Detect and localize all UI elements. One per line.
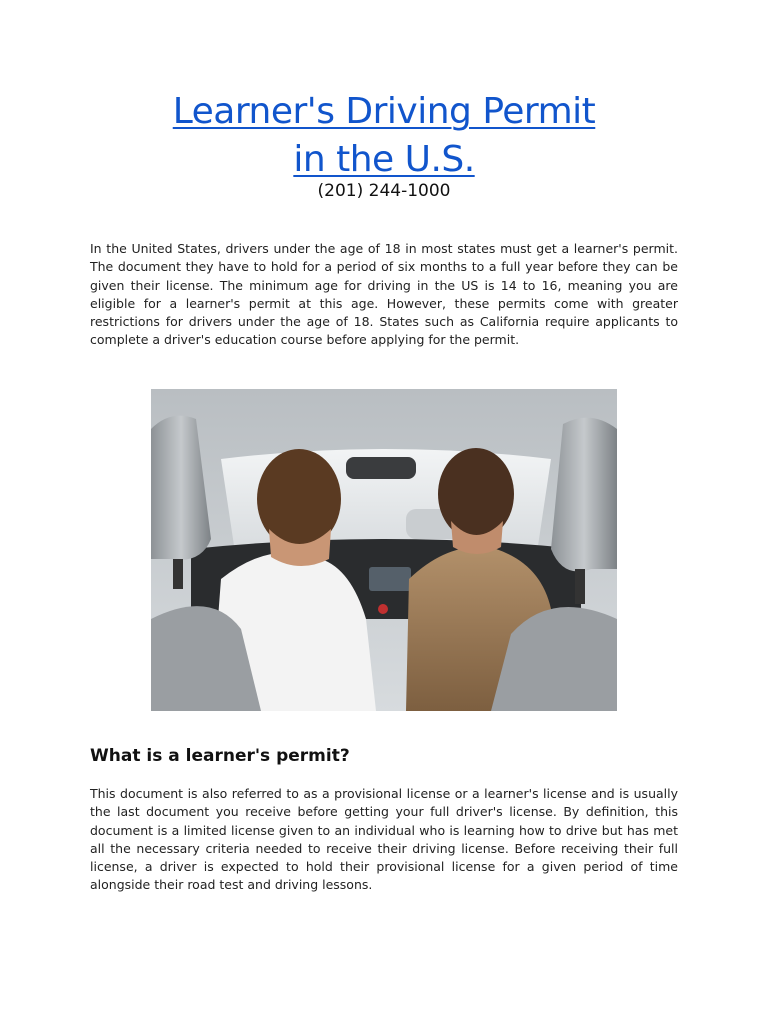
title-line-2[interactable]: in the U.S.	[293, 139, 475, 180]
section-paragraph: This document is also referred to as a provisional license or a learner's license and is usually the last document you receive before getting your full driver's license. By definition, this document is a limited license given to an individual who is learning how to drive but has met all the necessary criteria needed to receive their driving license. Before receiving their full license, a driver is expected to hold their provisional license for a given period of time alongside their road test and driving lessons.	[90, 786, 678, 893]
section-heading: What is a learner's permit?	[90, 746, 350, 766]
intro-paragraph: In the United States, drivers under the age of 18 in most states must get a learner's permit. The document they have to hold for a period of six months to a full year before they can be given their license. The minimum age for driving in the US is 14 to 16, meaning you are eligible for a learner's permit at this age. However, these permits come with greater restrictions for drivers under the age of 18. States such as California require applicants to complete a driver's education course before applying for the permit.	[90, 241, 678, 348]
car-interior-photo	[151, 389, 617, 711]
phone-number: (201) 244-1000	[317, 181, 451, 201]
title-line-1[interactable]: Learner's Driving Permit	[172, 91, 596, 132]
page-title[interactable]	[0, 88, 768, 184]
